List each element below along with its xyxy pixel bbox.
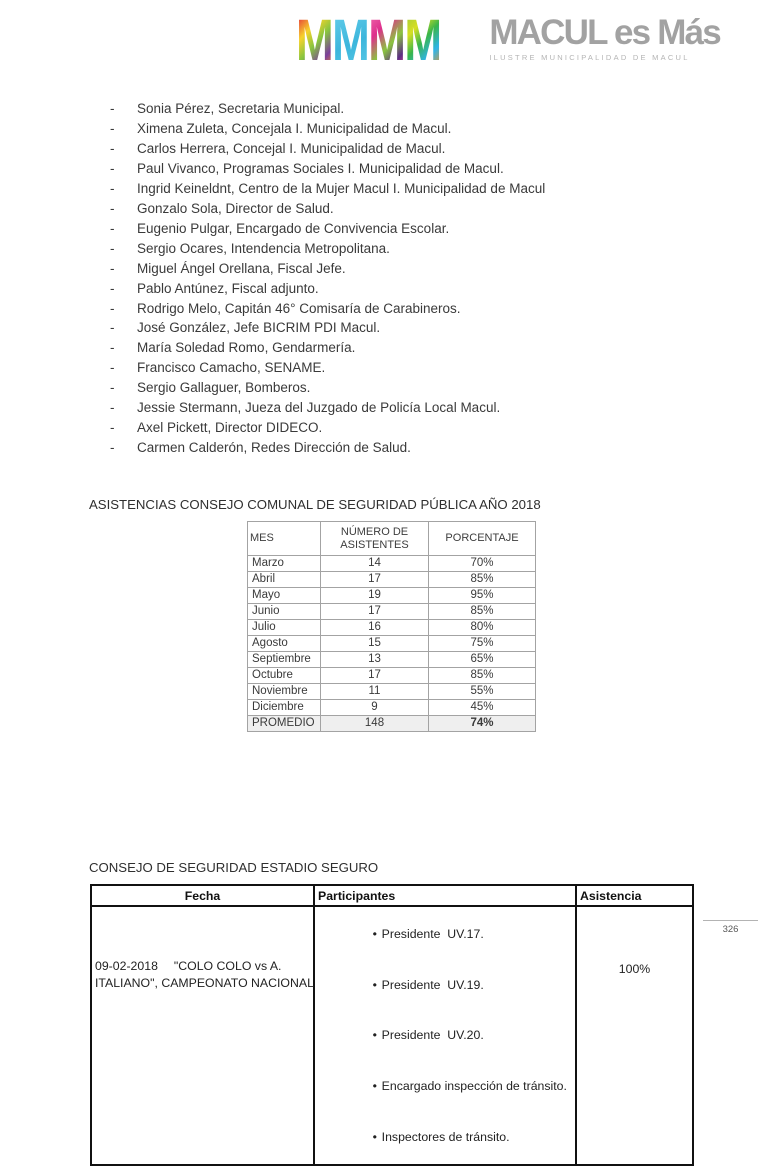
dash-bullet-icon: - [110,420,115,436]
table-row [91,906,693,1165]
cell-porcentaje: 95% [429,588,536,604]
participant-text: Presidente UV.20. [381,1028,484,1043]
attendee-list-item [110,119,545,139]
event-name-line1: "COLO COLO vs A. [173,959,282,973]
cell-porcentaje: 45% [429,700,536,716]
asistencias-table-body [248,556,536,716]
logo-m1-icon: M [296,8,333,73]
cell-porcentaje: 65% [429,652,536,668]
participant-item [318,909,574,960]
cell-promedio-total: 148 [321,716,429,732]
cell-mes: Octubre [248,668,321,684]
table-row [248,588,536,604]
participant-item [318,1061,574,1112]
cell-participantes [314,906,576,1165]
attendee-list-item [110,99,545,119]
table-row [248,668,536,684]
fecha-line1 [95,959,311,973]
attendee-list-item [110,259,545,279]
cell-numero: 15 [321,636,429,652]
promedio-row [248,716,536,732]
section2-title: CONSEJO DE SEGURIDAD ESTADIO SEGURO [89,860,379,875]
table-row [248,652,536,668]
cell-mes: Junio [248,604,321,620]
logo-m2-icon: M [332,8,369,73]
attendee-text: Ingrid Keineldnt, Centro de la Mujer Macul I. Municipalidad de Macul [137,180,546,196]
participant-item [318,1112,574,1163]
cell-numero: 11 [321,684,429,700]
attendee-text: Ximena Zuleta, Concejala I. Municipalidad de Macul. [137,120,452,136]
table-row [248,700,536,716]
table-row [248,636,536,652]
dash-bullet-icon: - [110,440,115,456]
asistencias-table [247,521,536,732]
attendee-text: José González, Jefe BICRIM PDI Macul. [137,320,381,336]
attendee-list-item [110,279,545,299]
col-header-mes: MES [248,522,321,556]
bullet-icon: • [372,1129,377,1144]
attendee-text: Sergio Ocares, Intendencia Metropolitana. [137,240,390,256]
attendee-list [110,99,545,458]
asistencias-table-header [248,522,536,556]
dash-bullet-icon: - [110,300,115,316]
attendee-list-item [110,139,545,159]
attendee-list-item [110,338,545,358]
dash-bullet-icon: - [110,280,115,296]
cell-fecha [91,906,314,1165]
attendee-list-item [110,239,545,259]
attendee-list-item [110,418,545,438]
cell-porcentaje: 55% [429,684,536,700]
attendee-text: Sonia Pérez, Secretaria Municipal. [137,101,345,116]
participant-item [318,1010,574,1061]
cell-asistencia: 100% [576,906,693,1165]
dash-bullet-icon: - [110,101,115,116]
cell-mes: Mayo [248,588,321,604]
cell-mes: Diciembre [248,700,321,716]
participant-text: Encargado inspección de tránsito. [381,1079,567,1094]
event-date: 09-02-2018 [95,959,158,973]
col-header-asistencia: Asistencia [576,885,693,906]
attendee-list-item [110,318,545,338]
cell-numero: 16 [321,620,429,636]
dash-bullet-icon: - [110,380,115,396]
cell-mes: Marzo [248,556,321,572]
cell-mes: Noviembre [248,684,321,700]
asistencias-table-footer [248,716,536,732]
attendee-list-item [110,438,545,458]
dash-bullet-icon: - [110,220,115,236]
section1-title: ASISTENCIAS CONSEJO COMUNAL DE SEGURIDAD PÚBLICA AÑO 2018 [89,497,541,512]
estadio-seguro-table [90,884,694,1166]
col-header-porcentaje: PORCENTAJE [429,522,536,556]
col-header-fecha: Fecha [91,885,314,906]
cell-porcentaje: 85% [429,572,536,588]
dash-bullet-icon: - [110,140,115,156]
cell-porcentaje: 75% [429,636,536,652]
cell-mes: Abril [248,572,321,588]
cell-numero: 13 [321,652,429,668]
dash-bullet-icon: - [110,400,115,416]
participants-list [316,909,574,1163]
table-row [248,572,536,588]
attendee-list-item [110,219,545,239]
attendee-list-item [110,358,545,378]
participant-text: Inspectores de tránsito. [381,1129,510,1144]
attendee-text: Francisco Camacho, SENAME. [137,360,326,376]
cell-porcentaje: 85% [429,604,536,620]
attendee-list-item [110,398,545,418]
attendee-text: Carlos Herrera, Concejal I. Municipalidad de Macul. [137,140,446,156]
logo-subtitle: ILUSTRE MUNICIPALIDAD DE MACUL [489,53,690,62]
attendee-list-item [110,179,545,199]
event-name-line2: ITALIANO", CAMPEONATO NACIONAL [95,976,314,990]
attendee-text: Gonzalo Sola, Director de Salud. [137,200,334,216]
attendee-text: Eugenio Pulgar, Encargado de Convivencia Escolar. [137,220,450,236]
cell-promedio-porcentaje: 74% [429,716,536,732]
table-row [248,556,536,572]
macul-logo [296,8,720,73]
bullet-icon: • [372,1028,377,1043]
cell-numero: 14 [321,556,429,572]
cell-mes: Julio [248,620,321,636]
attendee-text: Carmen Calderón, Redes Dirección de Salud. [137,440,411,456]
participant-text: Presidente UV.17. [381,926,484,941]
bullet-icon: • [372,977,377,992]
logo-m3-icon: M [368,8,405,73]
attendee-list-item [110,378,545,398]
logo-m4-icon: M [404,8,441,73]
table-row [248,604,536,620]
page-number [703,920,758,935]
participant-item [318,960,574,1011]
cell-mes: Septiembre [248,652,321,668]
cell-promedio-label: PROMEDIO [248,716,321,732]
estadio-table-body [91,906,693,1165]
attendee-text: Paul Vivanco, Programas Sociales I. Municipalidad de Macul. [137,160,504,176]
table-row [248,684,536,700]
logo-title: MACUL es Más [489,13,720,52]
cell-mes: Agosto [248,636,321,652]
attendee-text: Axel Pickett, Director DIDECO. [137,420,323,436]
dash-bullet-icon: - [110,180,115,196]
col-header-participantes: Participantes [314,885,576,906]
attendee-text: Pablo Antúnez, Fiscal adjunto. [137,280,319,296]
cell-porcentaje: 80% [429,620,536,636]
attendee-list-item [110,199,545,219]
dash-bullet-icon: - [110,160,115,176]
dash-bullet-icon: - [110,360,115,376]
table-row [248,620,536,636]
col-header-numero-asistentes: NÚMERO DE ASISTENTES [321,522,429,556]
attendee-text: Miguel Ángel Orellana, Fiscal Jefe. [137,260,346,276]
attendee-text: Jessie Stermann, Jueza del Juzgado de Policía Local Macul. [137,400,501,416]
attendee-text: Sergio Gallaguer, Bomberos. [137,380,311,396]
attendee-text: Rodrigo Melo, Capitán 46° Comisaría de Carabineros. [137,300,461,316]
attendee-text: María Soledad Romo, Gendarmería. [137,340,356,356]
cell-numero: 17 [321,572,429,588]
dash-bullet-icon: - [110,340,115,356]
cell-numero: 17 [321,604,429,620]
bullet-icon: • [372,926,377,941]
logo-text-block [489,13,720,62]
cell-porcentaje: 70% [429,556,536,572]
cell-numero: 17 [321,668,429,684]
cell-numero: 19 [321,588,429,604]
dash-bullet-icon: - [110,320,115,336]
participant-text: Presidente UV.19. [381,977,484,992]
attendee-list-item [110,299,545,319]
cell-porcentaje: 85% [429,668,536,684]
dash-bullet-icon: - [110,260,115,276]
bullet-icon: • [372,1079,377,1094]
page-number-value: 326 [722,924,739,935]
logo-mmmm-icon [296,8,441,73]
cell-numero: 9 [321,700,429,716]
dash-bullet-icon: - [110,240,115,256]
dash-bullet-icon: - [110,200,115,216]
attendee-list-item [110,159,545,179]
dash-bullet-icon: - [110,120,115,136]
estadio-table-header [91,885,693,906]
